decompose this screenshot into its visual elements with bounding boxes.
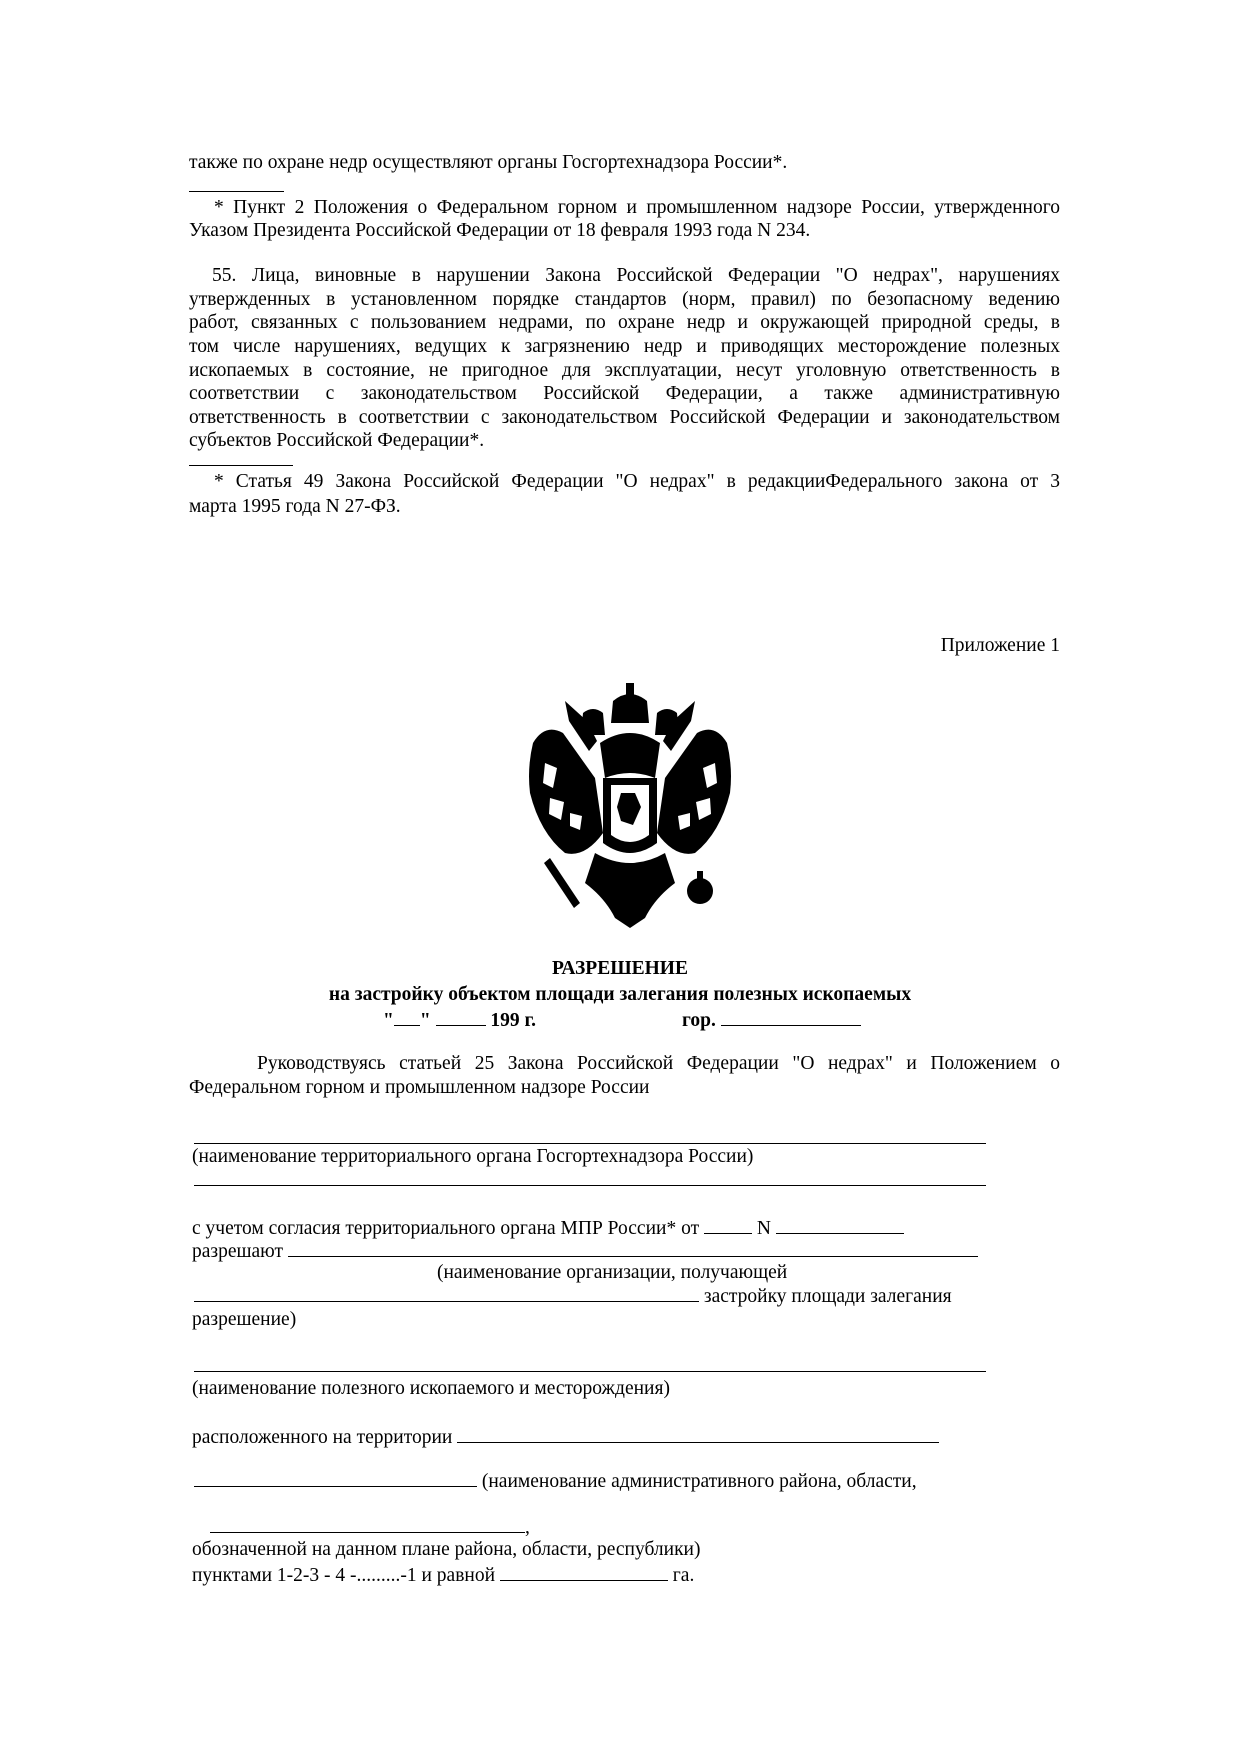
- hint-plan: обозначенной на данном плане района, области, республики): [192, 1539, 701, 1560]
- hint-organization: (наименование организации, получающей: [437, 1262, 788, 1283]
- form-title: РАЗРЕШЕНИЕ: [552, 958, 688, 979]
- district-blank-line: [210, 1515, 530, 1539]
- hint-mineral: (наименование полезного ископаемого и месторождения): [192, 1378, 670, 1399]
- consent-number-blank: [776, 1216, 904, 1234]
- area-blank: [500, 1563, 668, 1581]
- paragraph-55-line: утвержденных в установленном порядке стандартов (норм, правил) по безопасному ведению: [189, 289, 1060, 310]
- consent-line: [192, 1216, 904, 1240]
- hint-territorial-body: (наименование территориального органа Госгортехнадзора России): [192, 1146, 754, 1167]
- appendix-label: Приложение 1: [940, 635, 1060, 656]
- district-line: [194, 1469, 917, 1493]
- footnote-1-line-1: * Пункт 2 Положения о Федеральном горном и промышленном надзоре России, утвержденного: [214, 197, 1060, 218]
- paragraph-55-line: ответственность в соответствии с законодательством Российской Федерации и законодательством: [189, 407, 1060, 428]
- permit-line: [192, 1239, 978, 1263]
- organization-blank: [288, 1239, 978, 1257]
- month-blank: [436, 1008, 486, 1026]
- comma: ,: [525, 1517, 530, 1538]
- paragraph-55-line: соответствии с законодательством Российской Федерации, а также административную: [189, 383, 1060, 404]
- quote: ": [383, 1010, 394, 1031]
- footnote-separator: [189, 465, 293, 466]
- hint-organization-end: разрешение): [192, 1309, 297, 1330]
- intro-line-2: Федеральном горном и промышленном надзоре России: [189, 1077, 650, 1098]
- permit-label: разрешают: [192, 1241, 284, 1262]
- footnote-separator: [189, 191, 284, 192]
- paragraph-55-line: ископаемых в состояние, не пригодное для эксплуатации, несут уголовную ответственность в: [189, 360, 1060, 381]
- footnote-2-line-2: марта 1995 года N 27-ФЗ.: [189, 496, 401, 517]
- continued-text: также по охране недр осуществляют органы Госгортехнадзора России*.: [189, 152, 788, 173]
- hint-district: (наименование административного района, области,: [481, 1471, 917, 1492]
- build-text: застройку площади залегания: [703, 1286, 952, 1307]
- paragraph-55-line: субъектов Российской Федерации*.: [189, 430, 485, 451]
- city-label: гор.: [682, 1010, 716, 1031]
- mineral-blank: [194, 1371, 986, 1372]
- paragraph-55-line: работ, связанных с пользованием недрами, по охране недр и окружающей природной среды, в: [189, 312, 1060, 333]
- territory-blank: [457, 1425, 939, 1443]
- organization-blank-2: [194, 1284, 699, 1302]
- points-line: [192, 1563, 694, 1587]
- district-blank-2: [210, 1515, 525, 1533]
- consent-text: с учетом согласия территориального органа МПР России* от: [192, 1218, 700, 1239]
- city-blank: [721, 1008, 861, 1026]
- footnote-2-line-1: * Статья 49 Закона Российской Федерации "О недрах" в редакцииФедерального закона от 3: [214, 471, 1060, 492]
- hectare-label: га.: [672, 1565, 695, 1586]
- paragraph-55-line: том числе нарушениях, ведущих к загрязнению недр и приводящих месторождение полезных: [189, 336, 1060, 357]
- city-line: [682, 1008, 861, 1032]
- build-line: [194, 1284, 952, 1308]
- day-blank: [394, 1008, 420, 1026]
- located-label: расположенного на территории: [192, 1427, 453, 1448]
- paragraph-55-line: 55. Лица, виновные в нарушении Закона Российской Федерации "О недрах", нарушениях: [212, 265, 1060, 286]
- date-line: [383, 1008, 536, 1032]
- year-label: 199 г.: [490, 1010, 537, 1031]
- blank-line: [194, 1185, 986, 1186]
- form-subtitle: на застройку объектом площади залегания полезных ископаемых: [328, 984, 912, 1005]
- consent-date-blank: [704, 1216, 752, 1234]
- consent-n-label: N: [756, 1218, 771, 1239]
- intro-line-1: Руководствуясь статьей 25 Закона Российской Федерации "О недрах" и Положением о: [257, 1053, 1060, 1074]
- points-text: пунктами 1-2-3 - 4 -.........-1 и равной: [192, 1565, 496, 1586]
- coat-of-arms-icon: [525, 683, 735, 928]
- located-line: [192, 1425, 939, 1449]
- quote: ": [419, 1010, 431, 1031]
- footnote-1-line-2: Указом Президента Российской Федерации от 18 февраля 1993 года N 234.: [189, 220, 811, 241]
- district-blank: [194, 1469, 477, 1487]
- territorial-body-blank: [194, 1143, 986, 1144]
